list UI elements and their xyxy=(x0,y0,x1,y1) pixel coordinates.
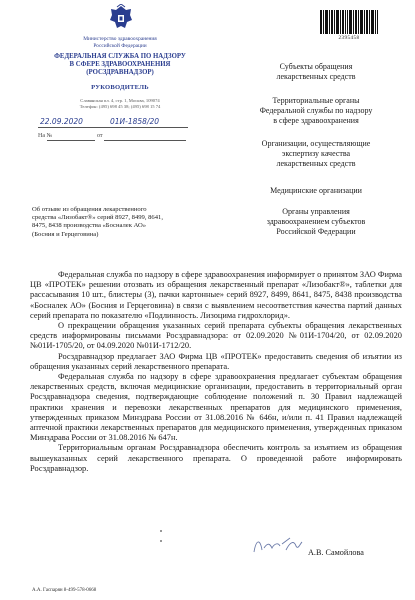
registration-date: 22.09.2020 xyxy=(40,117,83,126)
recipient-line: в сфере здравоохранения xyxy=(273,116,359,125)
agency-line: В СФЕРЕ ЗДРАВООХРАНЕНИЯ xyxy=(69,61,171,68)
body-paragraph: О прекращении обращения указанных серий препарата субъекты обращения лекарственных средств информированы письмами Росздравнадзора: от 02.09.2020 №01И-1704/20, от 02.09.2020 №01И-1705/20, от 04.09.2020 №01И-1712/20. xyxy=(30,321,402,351)
registration-number: 01И-1858/20 xyxy=(110,117,160,126)
address-line: Славянская пл. 4, стр. 1, Москва, 109074 xyxy=(80,98,160,103)
signatory-name: А.В. Самойлова xyxy=(308,548,364,557)
registration-line xyxy=(38,117,188,128)
handwritten-signature xyxy=(250,532,306,558)
ministry-line: Российской Федерации xyxy=(93,42,147,49)
recipient-line: здравоохранением субъектов xyxy=(266,217,366,226)
letter-body xyxy=(30,270,402,474)
recipient-block xyxy=(226,207,406,237)
recipient-line: Органы управления xyxy=(282,207,350,216)
reference-number-line xyxy=(38,133,188,142)
recipient-line: Территориальные органы xyxy=(272,96,360,105)
body-paragraph: Федеральная служба по надзору в сфере здравоохранения предлагает субъектам обращения лекарственных средств, включая медицинские организации, предоставить в территориальный орган Росздравнадзора сведения, подтверждающие соблюдение положений п. 30 Правил надлежащей практики хранения и перевозки лекарственных препаратов для медицинского применения, утвержденных приказом Минздрава России от 31.08.2016 № 646н, и/или п. 41 Правил надлежащей аптечной практики лекарственных препаратов для медицинского применения, утвержденных приказом Минздрава России от 31.08.2016 № 647н. xyxy=(30,372,402,443)
subject-line: (Босния и Герцеговина) xyxy=(32,230,99,238)
recipient-line: Федеральной службы по надзору xyxy=(259,106,373,115)
number-underline xyxy=(47,140,95,141)
barcode xyxy=(320,10,378,34)
recipient-block xyxy=(226,96,406,126)
letter-subject xyxy=(32,206,182,239)
management-title: РУКОВОДИТЕЛЬ xyxy=(91,84,149,91)
scan-mark xyxy=(160,530,162,532)
agency-line: (РОСЗДРАВНАДЗОР) xyxy=(86,69,154,76)
recipient-line: Субъекты обращения xyxy=(279,62,353,71)
ministry-line: Министерство здравоохранения xyxy=(83,36,157,42)
subject-line: средства «Лизобакт®» серий 8927, 8499, 8641, xyxy=(32,214,163,222)
executor-contact: А.А. Гаспарян 8-499-578-0668 xyxy=(32,588,97,593)
from-underline xyxy=(104,140,186,141)
body-paragraph: Росздравнадзор предлагает ЗАО Фирма ЦВ «ПРОТЕК» предоставить сведения об изъятии из обращения указанных серий лекарственного препарата. xyxy=(30,351,402,371)
recipient-block xyxy=(226,186,406,196)
recipient-line: Организации, осуществляющие xyxy=(261,139,371,148)
agency-name xyxy=(20,53,220,77)
body-paragraph: Федеральная служба по надзору в сфере здравоохранения информирует о принятом ЗАО Фирма ЦВ «ПРОТЕК» решении отозвать из обращения лекарственный препарат «Лизобакт®», таблетки для рассасывания 10 шт., блистеры (3), пачки картонные» серий 8927, 8499, 8641, 8475, 8438 производства «Босналек АО» (Босния и Герцеговина) в связи с выявлением несоответствия качества партий данных серий препарата по показателю «Подлинность. Лизоцима гидрохлорид». xyxy=(30,270,402,320)
recipient-line: лекарственных средств xyxy=(276,72,356,81)
coat-of-arms-emblem-icon xyxy=(108,4,134,34)
recipient-block xyxy=(226,139,406,169)
from-label: от xyxy=(97,133,103,139)
barcode-number: 2395458 xyxy=(338,36,360,41)
address-line: Телефон: (495) 698 45 38; (495) 698 15 74 xyxy=(79,104,161,109)
subject-line: 8475, 8438 производства «Босналек АО» xyxy=(32,222,147,230)
body-paragraph: Территориальным органам Росздравнадзора обеспечить контроль за изъятием из обращения вышеуказанных серий лекарственного препарата. О проведенной работе информировать Росздравнадзор. xyxy=(30,443,402,473)
recipient-line: лекарственных средств xyxy=(276,159,356,168)
subject-line: Об отзыве из обращения лекарственного xyxy=(32,206,147,213)
scan-mark xyxy=(160,540,162,542)
agency-address xyxy=(20,98,220,110)
agency-line: ФЕДЕРАЛЬНАЯ СЛУЖБА ПО НАДЗОРУ xyxy=(54,53,186,60)
recipient-block xyxy=(226,62,406,82)
number-label: На № xyxy=(38,133,53,139)
recipient-line: Медицинские организации xyxy=(270,186,362,195)
recipient-line: Российской Федерации xyxy=(276,227,356,236)
ministry-name xyxy=(20,36,220,49)
recipient-line: экспертизу качества xyxy=(281,149,351,158)
